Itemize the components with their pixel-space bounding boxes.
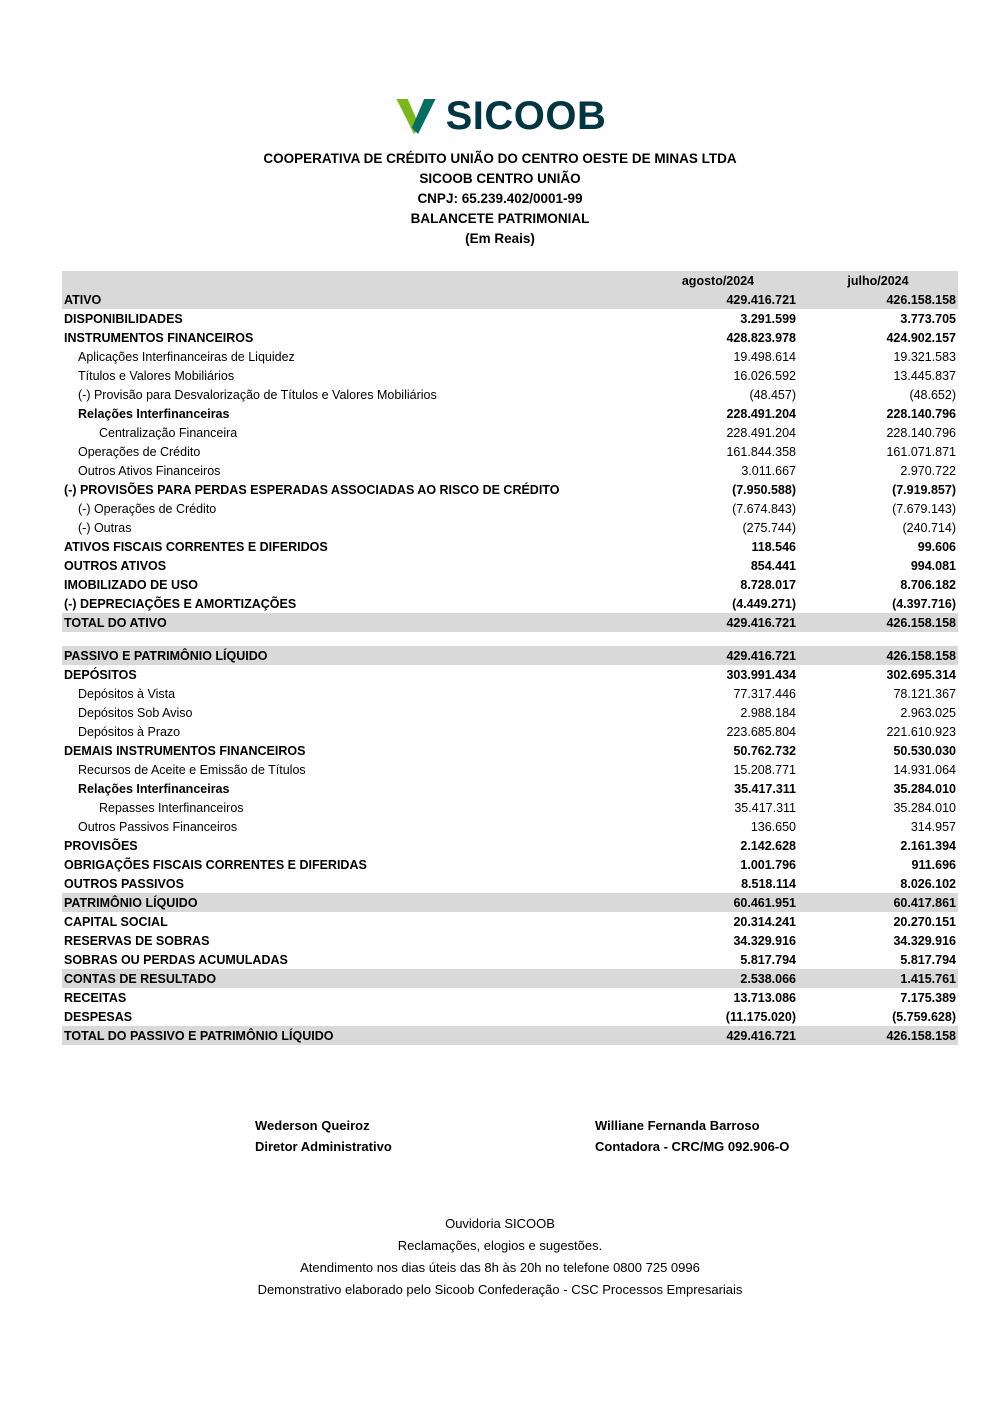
table-row bbox=[62, 684, 958, 703]
row-value-julho-2024: 426.158.158 bbox=[886, 292, 956, 307]
cnpj-line: CNPJ: 65.239.402/0001-99 bbox=[417, 191, 583, 206]
signature-left-name: Wederson Queiroz bbox=[255, 1118, 370, 1133]
row-value-julho-2024: 13.445.837 bbox=[893, 368, 956, 383]
row-value-julho-2024: 78.121.367 bbox=[893, 686, 956, 701]
table-row bbox=[62, 798, 958, 817]
row-value-julho-2024: 60.417.861 bbox=[893, 895, 956, 910]
column-header-empty bbox=[62, 271, 638, 290]
row-label: (-) Outras bbox=[78, 520, 132, 535]
signatures-section bbox=[0, 1115, 1000, 1157]
row-value-agosto-2024: 1.001.796 bbox=[740, 857, 796, 872]
row-value-julho-2024: 14.931.064 bbox=[893, 762, 956, 777]
row-label: Depósitos à Vista bbox=[78, 686, 176, 701]
row-value-agosto-2024: 19.498.614 bbox=[733, 349, 796, 364]
row-value-agosto-2024: (7.950.588) bbox=[732, 482, 796, 497]
row-value-julho-2024: 35.284.010 bbox=[893, 800, 956, 815]
row-value-julho-2024: 19.321.583 bbox=[893, 349, 956, 364]
row-value-agosto-2024: 228.491.204 bbox=[726, 425, 796, 440]
row-value-julho-2024: 228.140.796 bbox=[886, 406, 956, 421]
table-row bbox=[62, 912, 958, 931]
table-row bbox=[62, 613, 958, 632]
row-value-julho-2024: (7.919.857) bbox=[892, 482, 956, 497]
row-value-julho-2024: 20.270.151 bbox=[893, 914, 956, 929]
table-row bbox=[62, 836, 958, 855]
row-value-agosto-2024: 15.208.771 bbox=[733, 762, 796, 777]
row-value-agosto-2024: (11.175.020) bbox=[725, 1009, 796, 1024]
row-value-agosto-2024: 2.988.184 bbox=[740, 705, 796, 720]
row-label: OUTROS PASSIVOS bbox=[64, 876, 184, 891]
row-label: OUTROS ATIVOS bbox=[64, 558, 167, 573]
row-label: Relações Interfinanceiras bbox=[78, 406, 230, 421]
balance-table-body bbox=[62, 290, 958, 1045]
row-value-agosto-2024: 223.685.804 bbox=[726, 724, 796, 739]
row-value-julho-2024: 221.610.923 bbox=[886, 724, 956, 739]
row-label: Outros Passivos Financeiros bbox=[78, 819, 238, 834]
row-value-agosto-2024: (7.674.843) bbox=[732, 501, 796, 516]
footer-line-atendimento: Atendimento nos dias úteis das 8h às 20h no telefone 0800 725 0996 bbox=[300, 1260, 700, 1275]
row-value-agosto-2024: 8.518.114 bbox=[741, 876, 796, 891]
spacer-cell bbox=[62, 632, 958, 646]
row-value-agosto-2024: 50.762.732 bbox=[733, 743, 796, 758]
row-label: Depósitos à Prazo bbox=[78, 724, 181, 739]
row-label: DEPÓSITOS bbox=[64, 667, 137, 682]
table-row bbox=[62, 347, 958, 366]
signature-right-name: Williane Fernanda Barroso bbox=[595, 1118, 760, 1133]
table-row bbox=[62, 518, 958, 537]
row-value-agosto-2024: 34.329.916 bbox=[733, 933, 796, 948]
column-header-julho: julho/2024 bbox=[847, 273, 909, 288]
table-row bbox=[62, 442, 958, 461]
row-value-agosto-2024: 8.728.017 bbox=[740, 577, 796, 592]
row-label: PROVISÕES bbox=[64, 838, 138, 853]
row-label: CAPITAL SOCIAL bbox=[64, 914, 168, 929]
row-value-julho-2024: 8.026.102 bbox=[900, 876, 956, 891]
row-label: Centralização Financeira bbox=[99, 425, 238, 440]
sicoob-logo bbox=[0, 0, 1000, 136]
row-label: CONTAS DE RESULTADO bbox=[64, 971, 217, 986]
table-row bbox=[62, 290, 958, 309]
row-label: IMOBILIZADO DE USO bbox=[64, 577, 199, 592]
row-label: Depósitos Sob Aviso bbox=[78, 705, 193, 720]
row-label: DISPONIBILIDADES bbox=[64, 311, 183, 326]
row-value-julho-2024: 426.158.158 bbox=[886, 648, 956, 663]
row-value-agosto-2024: 429.416.721 bbox=[726, 292, 796, 307]
row-label: Aplicações Interfinanceiras de Liquidez bbox=[78, 349, 295, 364]
row-value-agosto-2024: 854.441 bbox=[750, 558, 796, 573]
row-label: Repasses Interfinanceiros bbox=[99, 800, 244, 815]
row-value-agosto-2024: 161.844.358 bbox=[726, 444, 796, 459]
row-value-agosto-2024: 429.416.721 bbox=[726, 615, 796, 630]
row-value-julho-2024: 99.606 bbox=[917, 539, 956, 554]
table-row bbox=[62, 969, 958, 988]
row-value-julho-2024: 35.284.010 bbox=[893, 781, 956, 796]
table-row bbox=[62, 665, 958, 684]
row-value-agosto-2024: 60.461.951 bbox=[733, 895, 796, 910]
row-label: Operações de Crédito bbox=[78, 444, 201, 459]
row-value-julho-2024: 426.158.158 bbox=[886, 1028, 956, 1043]
row-value-agosto-2024: 136.650 bbox=[750, 819, 796, 834]
table-row bbox=[62, 779, 958, 798]
row-value-agosto-2024: 77.317.446 bbox=[733, 686, 796, 701]
row-label: TOTAL DO ATIVO bbox=[64, 615, 167, 630]
row-label: (-) PROVISÕES PARA PERDAS ESPERADAS ASSOCIADAS AO RISCO DE CRÉDITO bbox=[64, 482, 560, 497]
row-label: SOBRAS OU PERDAS ACUMULADAS bbox=[64, 952, 288, 967]
entity-name: SICOOB CENTRO UNIÃO bbox=[419, 171, 581, 186]
table-row bbox=[62, 575, 958, 594]
column-header-agosto: agosto/2024 bbox=[681, 273, 755, 288]
row-value-julho-2024: 2.161.394 bbox=[900, 838, 956, 853]
document-footer bbox=[0, 1213, 1000, 1301]
table-row bbox=[62, 931, 958, 950]
row-value-julho-2024: 314.957 bbox=[910, 819, 956, 834]
row-value-agosto-2024: 2.538.066 bbox=[740, 971, 796, 986]
row-value-agosto-2024: 35.417.311 bbox=[734, 800, 796, 815]
row-value-julho-2024: 50.530.030 bbox=[893, 743, 956, 758]
row-value-agosto-2024: 20.314.241 bbox=[733, 914, 796, 929]
table-row bbox=[62, 556, 958, 575]
row-value-julho-2024: 34.329.916 bbox=[893, 933, 956, 948]
row-value-agosto-2024: 118.546 bbox=[751, 539, 796, 554]
row-value-julho-2024: (7.679.143) bbox=[892, 501, 956, 516]
row-value-agosto-2024: 13.713.086 bbox=[733, 990, 796, 1005]
row-value-julho-2024: 3.773.705 bbox=[900, 311, 956, 326]
row-value-julho-2024: (5.759.628) bbox=[892, 1009, 956, 1024]
footer-line-ouvidoria: Ouvidoria SICOOB bbox=[445, 1216, 555, 1231]
row-value-agosto-2024: 3.291.599 bbox=[740, 311, 796, 326]
row-label: Títulos e Valores Mobiliários bbox=[78, 368, 235, 383]
row-label: PASSIVO E PATRIMÔNIO LÍQUIDO bbox=[64, 648, 268, 663]
table-row bbox=[62, 309, 958, 328]
table-row bbox=[62, 404, 958, 423]
balance-table bbox=[62, 271, 958, 1045]
row-value-julho-2024: 5.817.794 bbox=[900, 952, 956, 967]
row-value-julho-2024: 7.175.389 bbox=[900, 990, 956, 1005]
table-row bbox=[62, 741, 958, 760]
row-label: INSTRUMENTOS FINANCEIROS bbox=[64, 330, 254, 345]
table-row bbox=[62, 817, 958, 836]
table-row bbox=[62, 594, 958, 613]
signature-left bbox=[255, 1115, 392, 1157]
table-row bbox=[62, 1007, 958, 1026]
row-label: Recursos de Aceite e Emissão de Títulos bbox=[78, 762, 306, 777]
table-row bbox=[62, 499, 958, 518]
row-label: TOTAL DO PASSIVO E PATRIMÔNIO LÍQUIDO bbox=[64, 1028, 334, 1043]
table-row bbox=[62, 760, 958, 779]
spacer-row bbox=[62, 632, 958, 646]
company-name: COOPERATIVA DE CRÉDITO UNIÃO DO CENTRO OESTE DE MINAS LTDA bbox=[263, 151, 737, 166]
row-value-agosto-2024: 16.026.592 bbox=[733, 368, 796, 383]
signature-right-title: Contadora - CRC/MG 092.906-O bbox=[595, 1139, 790, 1154]
row-value-agosto-2024: 35.417.311 bbox=[734, 781, 796, 796]
row-value-agosto-2024: 2.142.628 bbox=[740, 838, 796, 853]
table-row bbox=[62, 703, 958, 722]
row-value-agosto-2024: 303.991.434 bbox=[726, 667, 796, 682]
row-value-julho-2024: 2.970.722 bbox=[900, 463, 956, 478]
row-label: PATRIMÔNIO LÍQUIDO bbox=[64, 895, 198, 910]
table-row bbox=[62, 480, 958, 499]
row-value-julho-2024: (4.397.716) bbox=[892, 596, 956, 611]
row-label: ATIVOS FISCAIS CORRENTES E DIFERIDOS bbox=[64, 539, 328, 554]
document-title: BALANCETE PATRIMONIAL bbox=[410, 211, 590, 226]
table-row bbox=[62, 874, 958, 893]
row-value-agosto-2024: (4.449.271) bbox=[732, 596, 796, 611]
row-label: Outros Ativos Financeiros bbox=[78, 463, 221, 478]
currency-note: (Em Reais) bbox=[465, 231, 535, 246]
row-value-agosto-2024: 228.491.204 bbox=[726, 406, 796, 421]
row-value-agosto-2024: 3.011.667 bbox=[741, 463, 796, 478]
row-value-agosto-2024: (48.457) bbox=[749, 387, 796, 402]
table-row bbox=[62, 385, 958, 404]
row-value-julho-2024: 426.158.158 bbox=[886, 615, 956, 630]
document-header bbox=[0, 149, 1000, 249]
footer-line-demonstrativo: Demonstrativo elaborado pelo Sicoob Confederação - CSC Processos Empresariais bbox=[257, 1282, 743, 1297]
row-label: RESERVAS DE SOBRAS bbox=[64, 933, 210, 948]
row-value-agosto-2024: (275.744) bbox=[742, 520, 796, 535]
sicoob-logo-icon bbox=[394, 98, 438, 135]
row-value-julho-2024: 994.081 bbox=[910, 558, 956, 573]
row-value-julho-2024: 302.695.314 bbox=[886, 667, 956, 682]
row-value-julho-2024: 8.706.182 bbox=[900, 577, 956, 592]
row-value-julho-2024: 911.696 bbox=[911, 857, 956, 872]
row-value-julho-2024: (48.652) bbox=[909, 387, 956, 402]
sicoob-logo-text: SICOOB bbox=[445, 94, 607, 138]
row-label: (-) DEPRECIAÇÕES E AMORTIZAÇÕES bbox=[64, 596, 297, 611]
table-row bbox=[62, 328, 958, 347]
row-value-julho-2024: 228.140.796 bbox=[886, 425, 956, 440]
row-label: DEMAIS INSTRUMENTOS FINANCEIROS bbox=[64, 743, 306, 758]
row-value-agosto-2024: 428.823.978 bbox=[726, 330, 796, 345]
column-header-row bbox=[62, 271, 958, 290]
row-label: ATIVO bbox=[64, 292, 102, 307]
row-value-agosto-2024: 5.817.794 bbox=[740, 952, 796, 967]
table-row bbox=[62, 646, 958, 665]
table-row bbox=[62, 988, 958, 1007]
row-label: (-) Operações de Crédito bbox=[78, 501, 217, 516]
table-row bbox=[62, 537, 958, 556]
row-value-agosto-2024: 429.416.721 bbox=[726, 1028, 796, 1043]
row-label: DESPESAS bbox=[64, 1009, 133, 1024]
table-row bbox=[62, 855, 958, 874]
row-label: OBRIGAÇÕES FISCAIS CORRENTES E DIFERIDAS bbox=[64, 857, 367, 872]
row-value-julho-2024: 424.902.157 bbox=[886, 330, 956, 345]
signature-left-title: Diretor Administrativo bbox=[255, 1139, 392, 1154]
table-row bbox=[62, 423, 958, 442]
row-value-julho-2024: 1.415.761 bbox=[900, 971, 956, 986]
row-value-julho-2024: 2.963.025 bbox=[900, 705, 956, 720]
table-row bbox=[62, 722, 958, 741]
footer-line-reclamacoes: Reclamações, elogios e sugestões. bbox=[397, 1238, 603, 1253]
row-label: RECEITAS bbox=[64, 990, 127, 1005]
table-row bbox=[62, 893, 958, 912]
row-value-julho-2024: (240.714) bbox=[902, 520, 956, 535]
row-value-agosto-2024: 429.416.721 bbox=[726, 648, 796, 663]
table-row bbox=[62, 461, 958, 480]
table-row bbox=[62, 950, 958, 969]
table-row bbox=[62, 1026, 958, 1045]
table-row bbox=[62, 366, 958, 385]
row-label: (-) Provisão para Desvalorização de Títulos e Valores Mobiliários bbox=[78, 387, 437, 402]
row-label: Relações Interfinanceiras bbox=[78, 781, 230, 796]
signature-right bbox=[595, 1115, 789, 1157]
row-value-julho-2024: 161.071.871 bbox=[886, 444, 956, 459]
